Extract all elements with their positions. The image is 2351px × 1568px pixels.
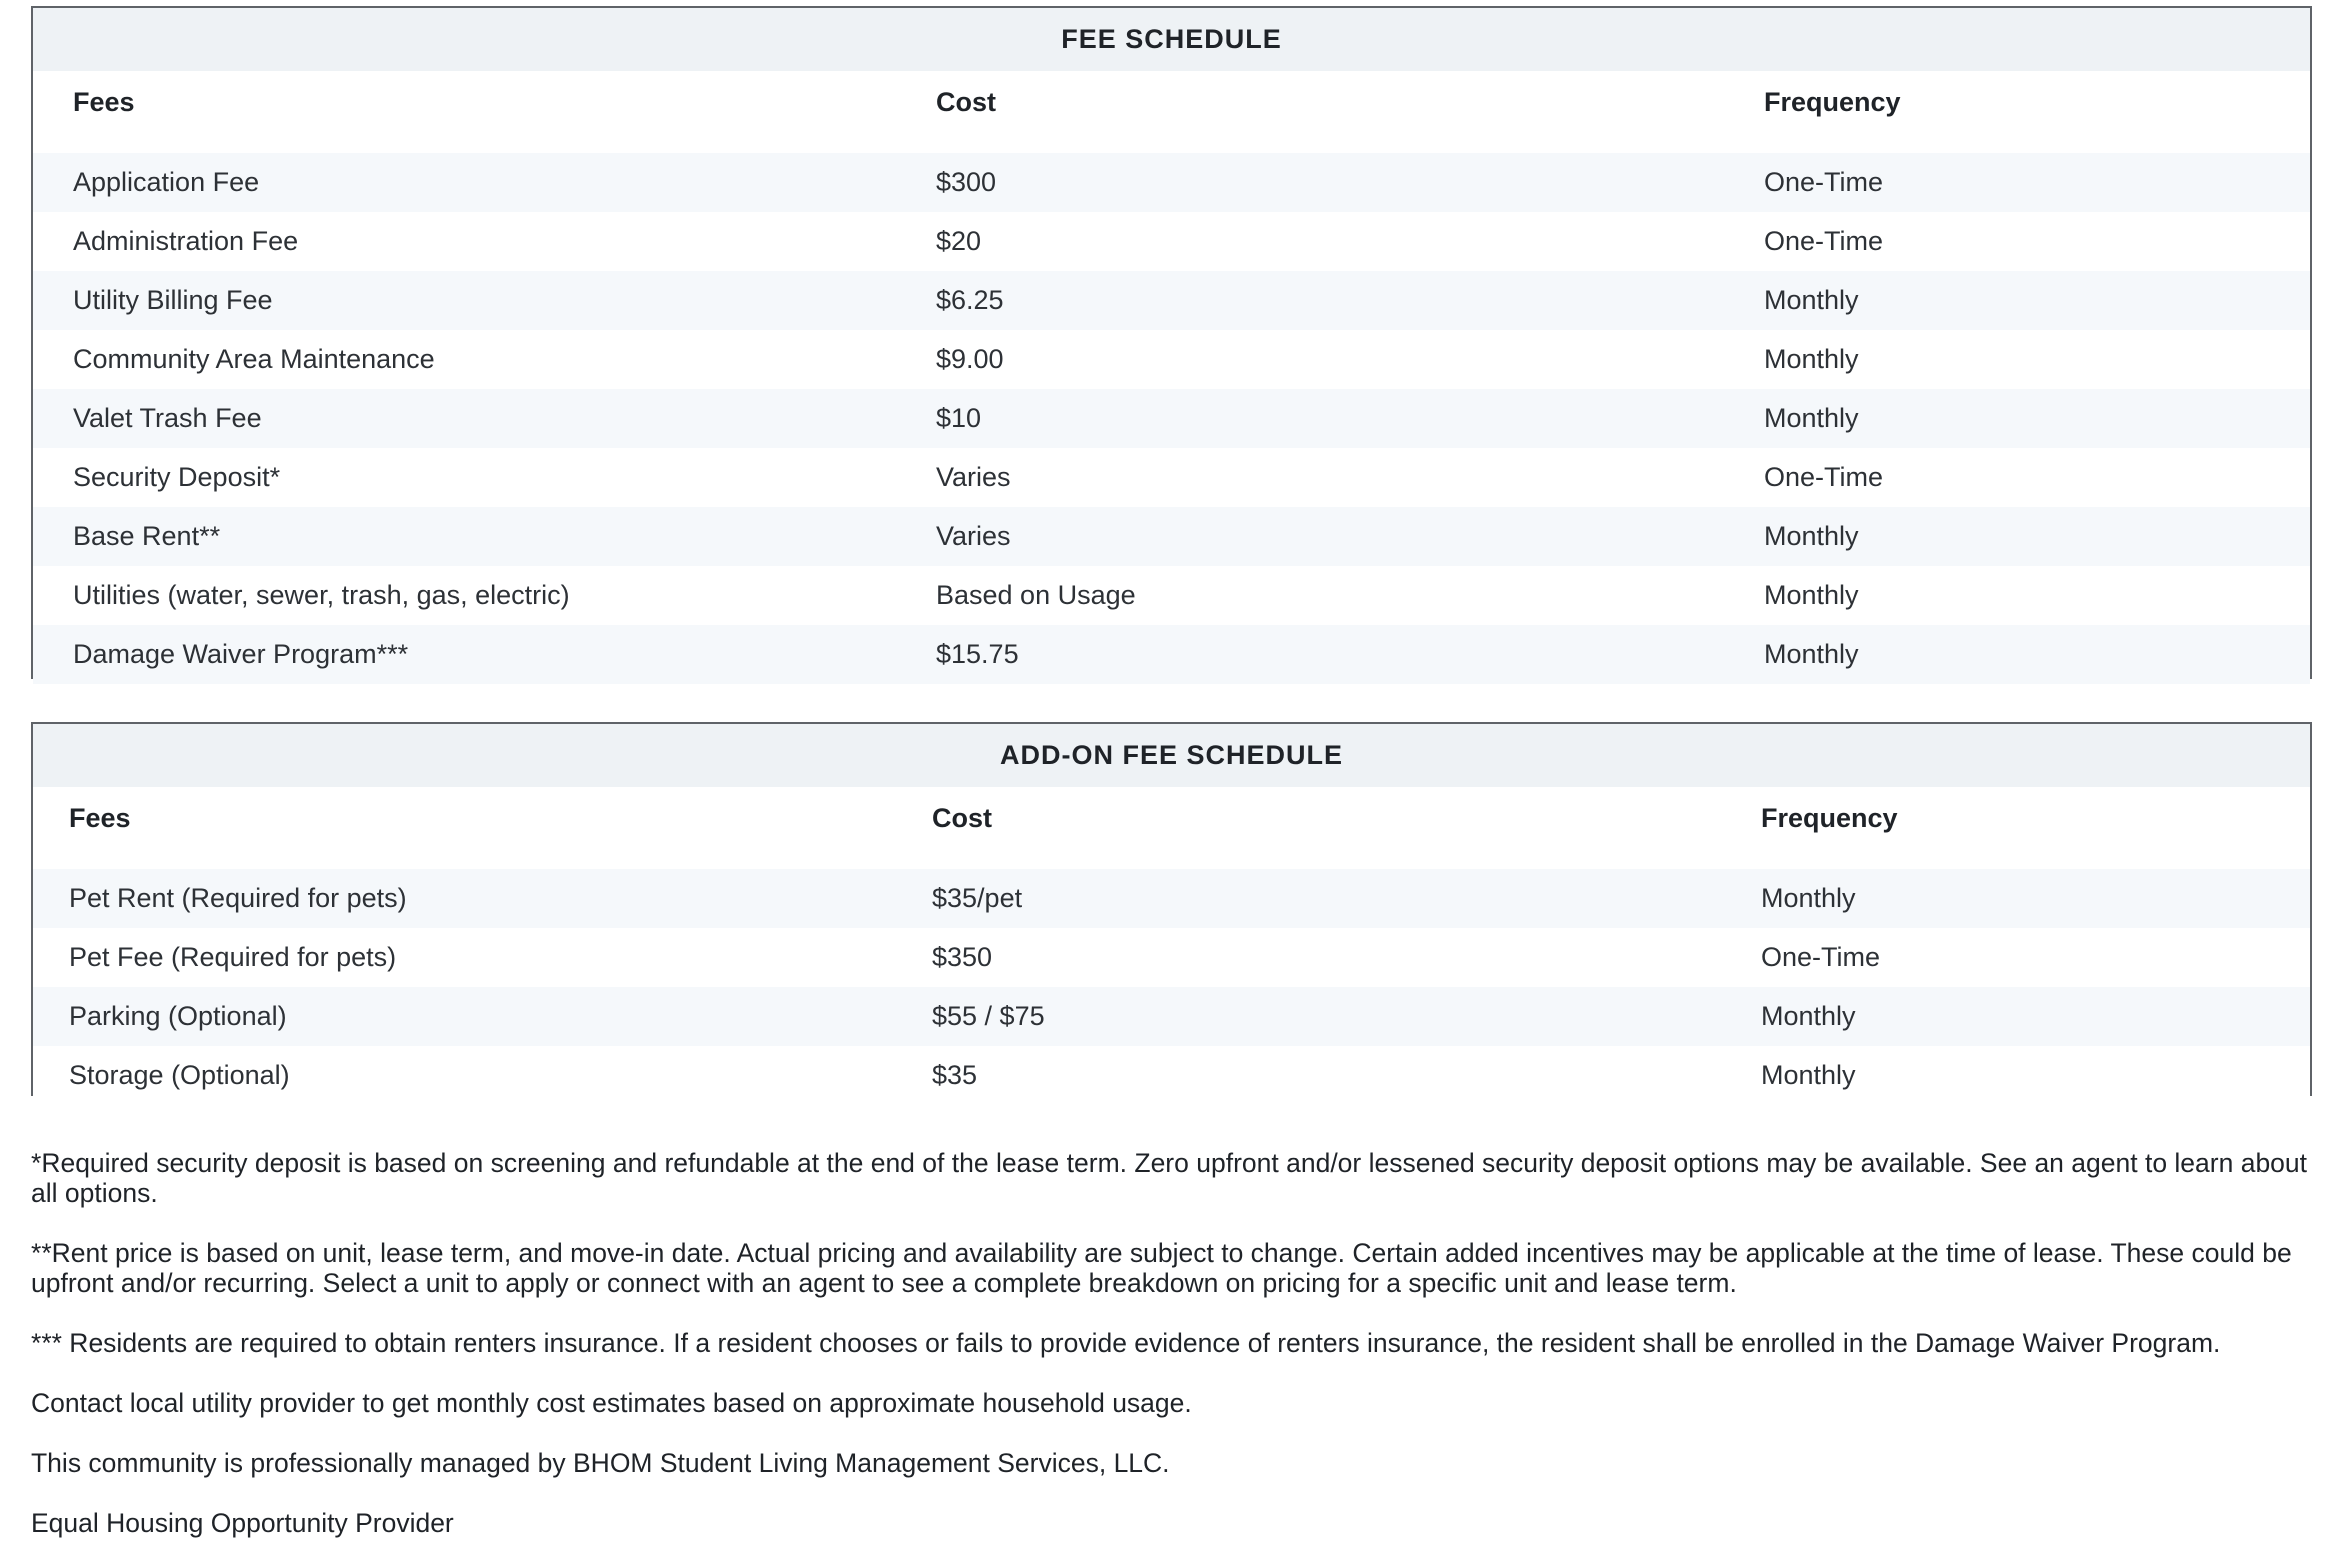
fee-cost: $15.75	[936, 639, 1019, 669]
fee-cost: Varies	[936, 462, 1011, 492]
utility-provider-note: Contact local utility provider to get monthly cost estimates based on approximate household usage.	[31, 1388, 1192, 1418]
fee-frequency: Monthly	[1764, 639, 1859, 669]
fee-frequency: One-Time	[1764, 226, 1884, 256]
fee-frequency: One-Time	[1764, 462, 1884, 492]
fee-frequency: Monthly	[1764, 344, 1859, 374]
fee-cost: $350	[932, 942, 993, 972]
table-row	[33, 625, 2310, 684]
table-header-row	[33, 71, 2310, 153]
fee-name: Utility Billing Fee	[73, 285, 273, 315]
fee-name: Pet Rent (Required for pets)	[69, 883, 407, 913]
table-row	[33, 153, 2310, 212]
table-row	[33, 330, 2310, 389]
fee-name: Application Fee	[73, 167, 260, 197]
header-frequency: Frequency	[1761, 803, 1898, 833]
fee-cost: $9.00	[936, 344, 1004, 374]
fee-cost: $55 / $75	[932, 1001, 1045, 1031]
fee-name: Pet Fee (Required for pets)	[69, 942, 397, 972]
fee-name: Damage Waiver Program***	[73, 639, 409, 669]
fee-cost: $35	[932, 1060, 978, 1090]
table-row	[33, 212, 2310, 271]
fee-cost: Based on Usage	[936, 580, 1136, 610]
header-cost: Cost	[936, 87, 996, 117]
fee-frequency: Monthly	[1764, 521, 1859, 551]
fee-cost: $10	[936, 403, 982, 433]
table-row	[33, 507, 2310, 566]
fee-cost: $20	[936, 226, 982, 256]
fee-schedule-table	[31, 6, 2312, 679]
table-row	[33, 448, 2310, 507]
fee-frequency: One-Time	[1764, 167, 1884, 197]
fee-name: Security Deposit*	[73, 462, 281, 492]
fee-cost: Varies	[936, 521, 1011, 551]
fee-name: Utilities (water, sewer, trash, gas, electric)	[73, 580, 570, 610]
table-row	[33, 987, 2310, 1046]
table-row	[33, 869, 2310, 928]
fee-name: Valet Trash Fee	[73, 403, 262, 433]
fee-frequency: One-Time	[1761, 942, 1881, 972]
management-note: This community is professionally managed by BHOM Student Living Management Services, LLC.	[31, 1448, 1170, 1478]
fee-frequency: Monthly	[1764, 285, 1859, 315]
header-cost: Cost	[932, 803, 992, 833]
table-row	[33, 928, 2310, 987]
fee-cost: $35/pet	[932, 883, 1023, 913]
equal-housing-note: Equal Housing Opportunity Provider	[31, 1508, 454, 1538]
fee-name: Storage (Optional)	[69, 1060, 290, 1090]
fee-cost: $300	[936, 167, 997, 197]
fee-frequency: Monthly	[1761, 883, 1856, 913]
header-frequency: Frequency	[1764, 87, 1901, 117]
footnotes	[31, 1148, 2321, 1568]
fee-frequency: Monthly	[1761, 1001, 1856, 1031]
security-deposit-note: *Required security deposit is based on screening and refundable at the end of the lease term. Zero upfront and/or lessened security deposit options may be available. See an agent to learn about all options.	[31, 1148, 2308, 1208]
table-row	[33, 1046, 2310, 1105]
table-title: FEE SCHEDULE	[33, 8, 2310, 71]
addon-fee-schedule-table	[31, 722, 2312, 1096]
table-header-row	[33, 787, 2310, 869]
fee-cost: $6.25	[936, 285, 1004, 315]
fee-frequency: Monthly	[1764, 403, 1859, 433]
fee-frequency: Monthly	[1764, 580, 1859, 610]
fee-name: Administration Fee	[73, 226, 299, 256]
table-row	[33, 389, 2310, 448]
fee-frequency: Monthly	[1761, 1060, 1856, 1090]
table-row	[33, 271, 2310, 330]
table-row	[33, 566, 2310, 625]
fee-name: Base Rent**	[73, 521, 221, 551]
header-fees: Fees	[73, 87, 135, 117]
header-fees: Fees	[69, 803, 131, 833]
fee-name: Parking (Optional)	[69, 1001, 287, 1031]
renters-insurance-note: *** Residents are required to obtain renters insurance. If a resident chooses or fails to provide evidence of renters insurance, the resident shall be enrolled in the Damage Waiver Program.	[31, 1328, 2221, 1358]
rent-price-note: **Rent price is based on unit, lease term, and move-in date. Actual pricing and availability are subject to change. Certain added incentives may be applicable at the time of lease. These could be upfront and/or recurring. Select a unit to apply or connect with an agent to see a complete breakdown on pricing for a specific unit and lease term.	[31, 1238, 2292, 1298]
table-title: ADD-ON FEE SCHEDULE	[33, 724, 2310, 787]
fee-name: Community Area Maintenance	[73, 344, 435, 374]
